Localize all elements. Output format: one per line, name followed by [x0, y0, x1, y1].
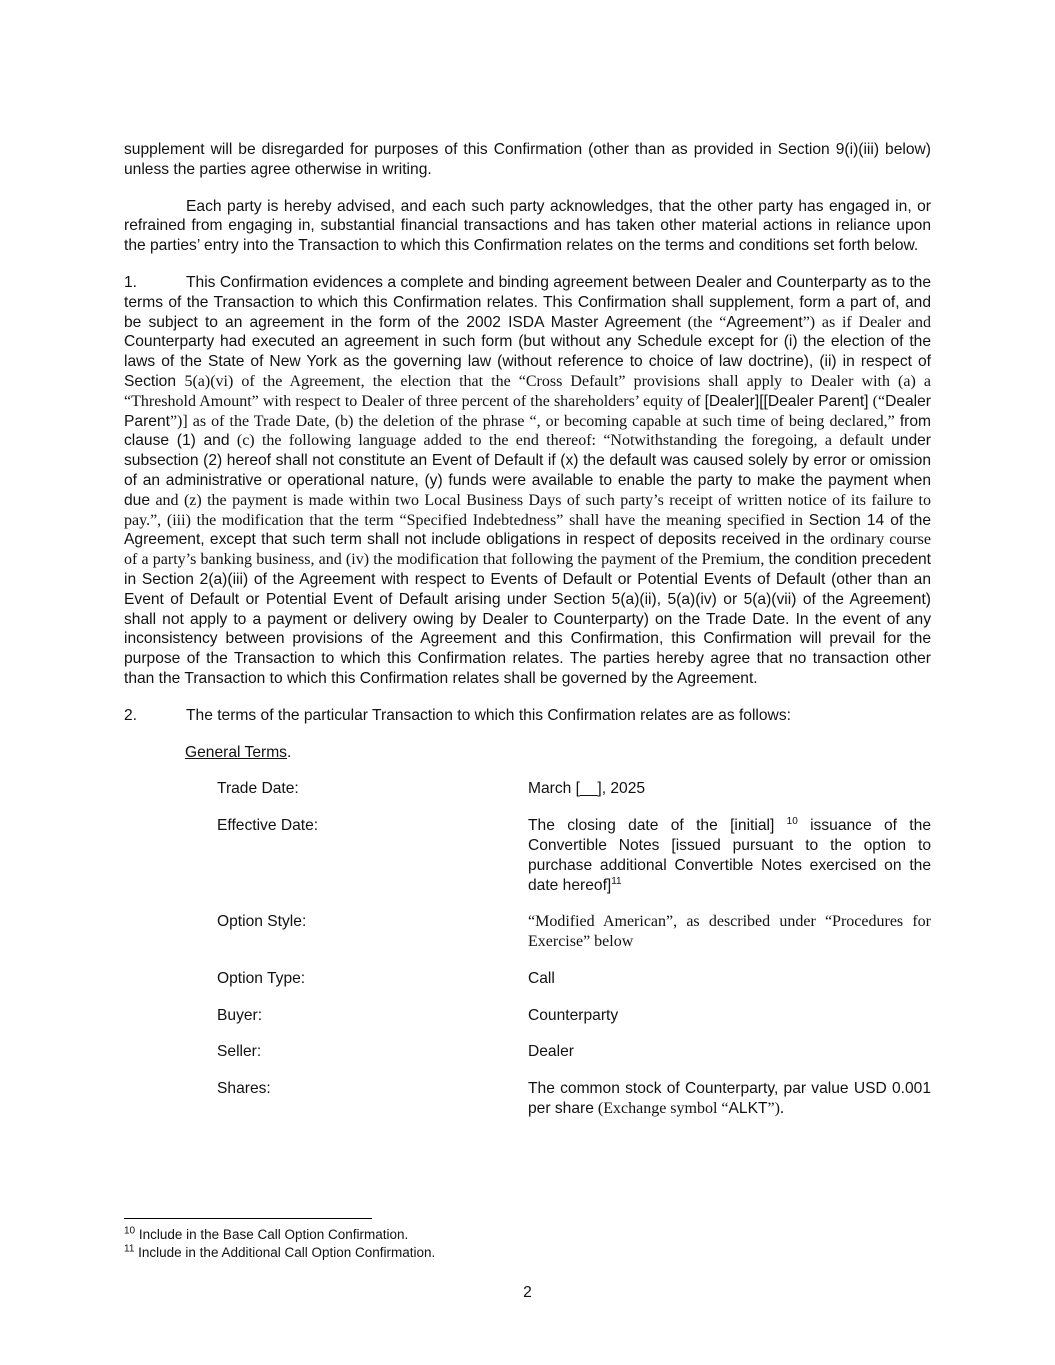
- section-2-number: 2.: [124, 706, 138, 724]
- shares-symbol: ALKT: [728, 1100, 768, 1118]
- footnotes: [124, 1226, 435, 1262]
- footnote-10-text: Include in the Base Call Option Confirmation.: [135, 1227, 409, 1242]
- term-label-shares: Shares:: [217, 1080, 271, 1098]
- term-row-option-type: [217, 969, 931, 989]
- section-1-text-j: ”)] as of the Trade Date, (b) the deletion of the phrase “, or becoming capable at such time of being declared,”: [169, 412, 900, 430]
- footnote-11: [124, 1244, 435, 1262]
- shares-text-b: (Exchange symbol “: [593, 1100, 729, 1118]
- page-number: 2: [523, 1284, 532, 1301]
- terms-table: [217, 779, 931, 1119]
- footnote-ref-11: 11: [611, 875, 622, 887]
- term-row-effective-date: [217, 816, 931, 895]
- term-label-buyer: Buyer:: [217, 1006, 263, 1024]
- footnote-ref-10: 10: [786, 815, 798, 827]
- footnote-10: [124, 1226, 435, 1244]
- term-value-effective-date: [528, 816, 931, 895]
- section-1-text-o: Section 14 of the Agreement, except that such term shall not include obligations in respect of deposits received in the: [124, 511, 931, 549]
- section-1-text-b: (the “: [680, 313, 727, 331]
- section-1-number: 1.: [124, 273, 138, 291]
- section-1-paragraph: [124, 273, 931, 689]
- section-1-text-m: under subsection (2) hereof shall not constitute an Event of Default if (x) the default was caused solely by error or omission of an administrative or operational nature, (y) funds were available to enable the party to make the payment when due: [124, 432, 931, 509]
- term-value-shares: [528, 1079, 931, 1119]
- section-1-text-l: (c) the following language added to the end thereof: “Notwithstanding the foregoing, a default: [229, 432, 892, 450]
- term-value-option-style: “Modified American”, as described under “Procedures for Exercise” below: [528, 913, 931, 951]
- body-text: [124, 140, 931, 1136]
- term-label-option-type: Option Type:: [217, 969, 306, 987]
- section-1-text-d: ”) as if Dealer and: [802, 313, 932, 331]
- term-value-trade-date: [528, 779, 931, 799]
- section-1-text-p: ordinary course of a party’s banking business, and (iv) the modification that following the payment of the Premium,: [124, 531, 931, 569]
- term-row-option-style: [217, 912, 931, 952]
- shares-text-a: The common stock of Counterparty, par value USD 0.001 per share: [528, 1080, 931, 1118]
- section-1-text-a: This Confirmation evidences a complete and binding agreement between Dealer and Counterparty as to the terms of the Transaction to which this Confirmation relates. This Confirmation shall supplement, form a part of, and be subject to an agreement in the form of the 2002 ISDA Master Agreement: [124, 273, 931, 331]
- term-row-shares: [217, 1079, 931, 1119]
- footnote-10-number: 10: [124, 1225, 136, 1237]
- section-1-text-e: Counterparty had executed an agreement in such form (but without any Schedule except for (i) the election of the laws of the State of New York as the governing law (without reference to choice of law doctrine), (ii) in respect of Section: [124, 333, 931, 390]
- general-terms-heading-period: .: [286, 743, 292, 761]
- shares-text-d: ”).: [767, 1100, 784, 1118]
- section-1-text-g: [Dealer][[Dealer Parent]: [704, 392, 869, 410]
- section-2-paragraph: [124, 706, 931, 726]
- term-label-effective-date: Effective Date:: [217, 817, 319, 835]
- intro-continuation-paragraph: supplement will be disregarded for purposes of this Confirmation (other than as provided in Section 9(i)(iii) below) unless the parties agree otherwise in writing.: [124, 141, 931, 178]
- trade-date-year: , 2025: [601, 780, 646, 798]
- footnote-11-text: Include in the Additional Call Option Confirmation.: [134, 1245, 436, 1260]
- term-value-seller: Dealer: [528, 1043, 574, 1061]
- effective-date-text-b: issuance of the Convertible Notes [issued pursuant to the option to purchase additional Convertible Notes exercised on the date hereof]: [528, 817, 931, 894]
- term-value-option-type: Call: [528, 969, 555, 987]
- term-row-buyer: [217, 1006, 931, 1026]
- term-row-seller: [217, 1042, 931, 1062]
- general-terms-heading-text: General Terms: [185, 743, 287, 761]
- section-1-text-f: 5(a)(vi) of the Agreement, the election that the “Cross Default” provisions shall apply to Dealer with (a) a “Threshold Amount” with respect to Dealer of three percent of the shareholders’ equity of: [124, 372, 931, 410]
- footnote-11-number: 11: [124, 1243, 135, 1255]
- section-1-text-q: the condition precedent in Section 2(a)(iii) of the Agreement with respect to Events of Default or Potential Events of Default (other than an Event of Default or Potential Event of Default arising under Section 5(a)(ii), 5(a)(iv) or 5(a)(vii) of the Agreement) shall not apply to a payment or delivery owing by Dealer to Counterparty) on the Trade Date. In the event of any inconsistency between provisions of the Agreement and this Confirmation, this Confirmation will prevail for the purpose of the Transaction to which this Confirmation relates. The parties hereby agree that no transaction other than the Transaction to which this Confirmation relates shall be governed by the Agreement.: [124, 551, 931, 687]
- footnote-divider: [124, 1218, 372, 1219]
- section-1-text-c: Agreement: [726, 313, 803, 331]
- trade-date-blank: [__]: [575, 780, 602, 798]
- trade-date-month: March: [528, 780, 576, 798]
- term-row-trade-date: [217, 779, 931, 799]
- general-terms-heading: [185, 743, 931, 763]
- section-2-text: The terms of the particular Transaction to which this Confirmation relates are as follows:: [186, 706, 791, 724]
- term-label-trade-date: Trade Date:: [217, 780, 299, 798]
- effective-date-text-a: The closing date of the [initial]: [528, 817, 775, 835]
- acknowledgement-paragraph: Each party is hereby advised, and each such party acknowledges, that the other party has engaged in, or refrained from engaging in, substantial financial transactions and has taken other material actions in reliance upon the parties’ entry into the Transaction to which this Confirmation relates on the terms and conditions set forth below.: [124, 197, 931, 255]
- term-label-seller: Seller:: [217, 1043, 262, 1061]
- section-1-text-h: (“: [868, 392, 886, 410]
- term-label-option-style: Option Style:: [217, 913, 307, 931]
- term-value-buyer: Counterparty: [528, 1006, 619, 1024]
- section-1-text-n: and (z) the payment is made within two Local Business Days of such party’s receipt of written notice of its failure to pay.”, (iii) the modification that the term “Specified Indebtedness” shall have the meaning specified in: [124, 491, 931, 529]
- section-1-text-k: from clause (1) and: [124, 412, 931, 450]
- section-1-text-i: Dealer Parent: [124, 392, 931, 430]
